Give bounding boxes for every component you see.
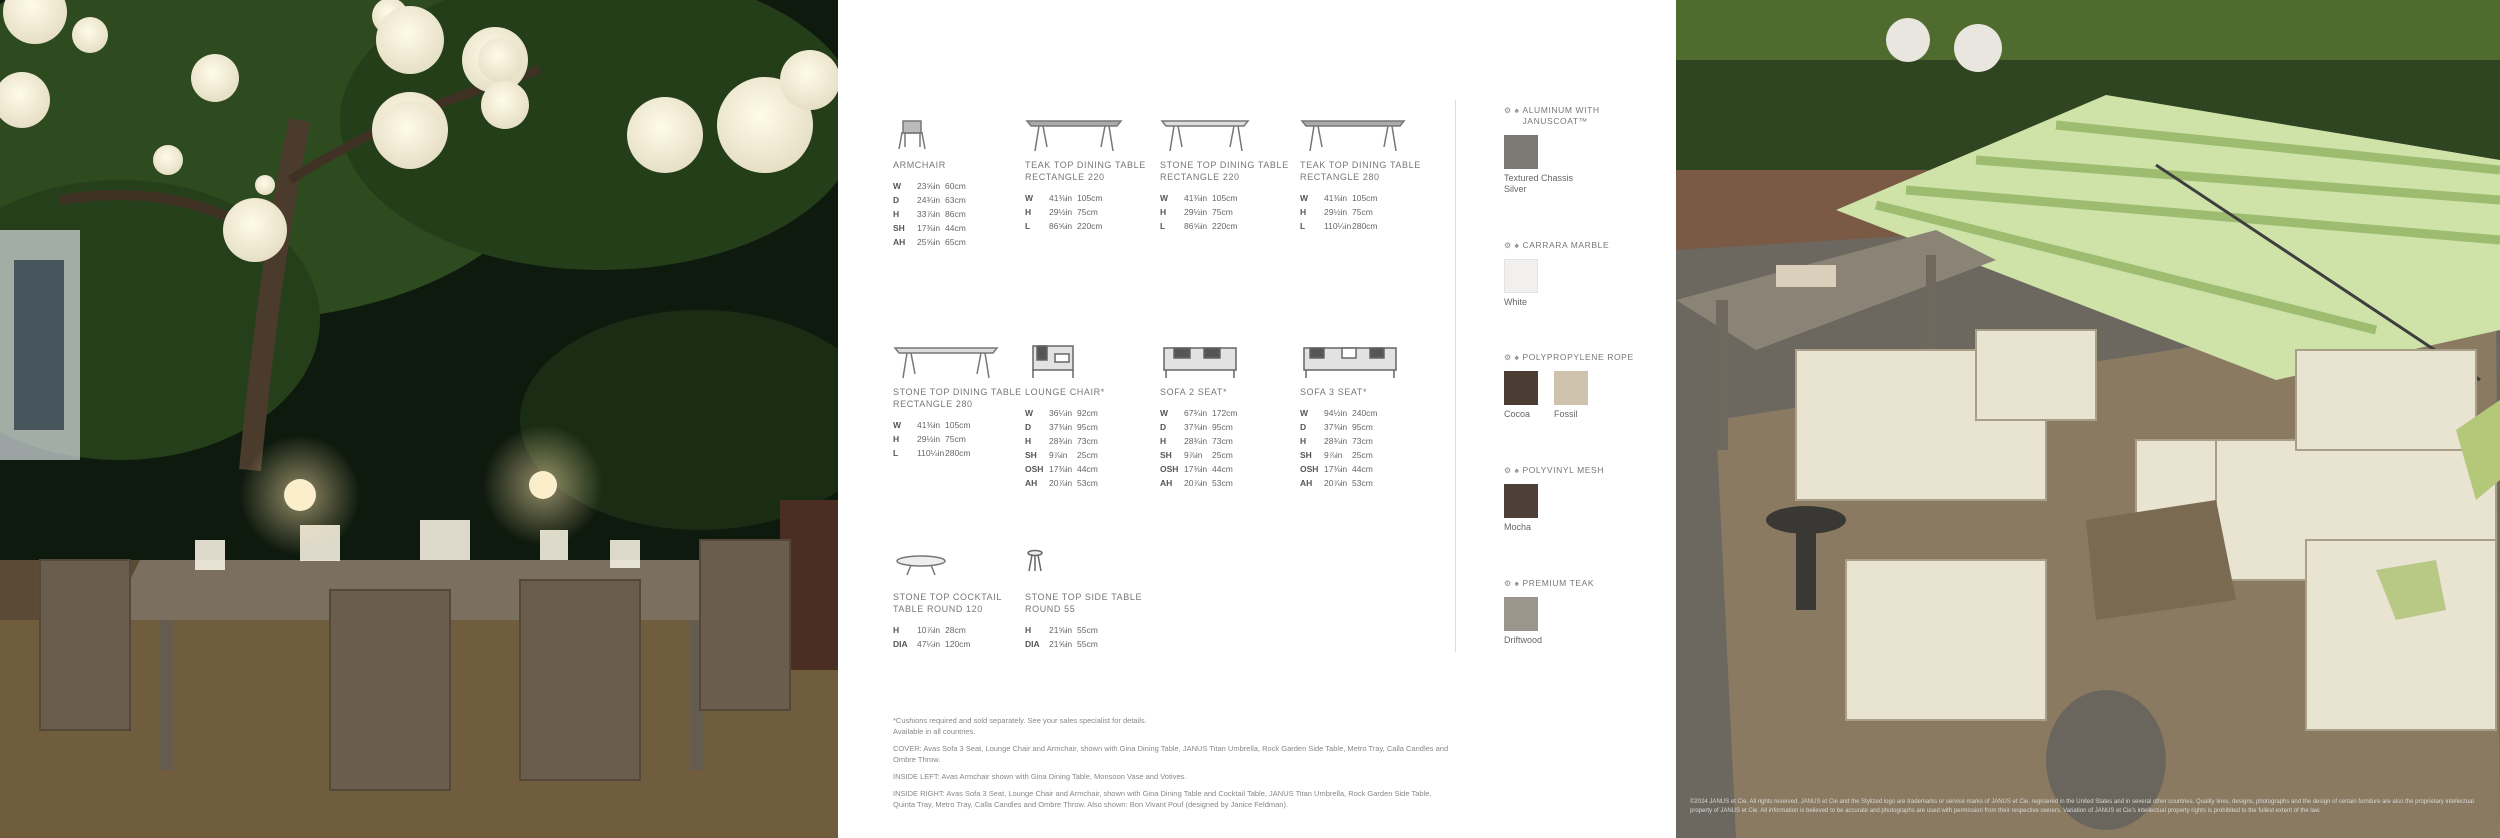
dimensions-list	[1025, 406, 1165, 490]
dimension-row	[1300, 434, 1440, 448]
dimension-cm: 73cm	[1212, 436, 1233, 446]
care-icon: ⚙ ♠	[1504, 106, 1520, 115]
dimension-row	[1160, 191, 1300, 205]
dimension-cm: 105cm	[945, 420, 971, 430]
care-icon: ⚙ ♠	[1504, 353, 1520, 362]
dimension-key: H	[1300, 207, 1307, 217]
swatch-chip	[1504, 484, 1538, 518]
dimension-row	[1025, 434, 1165, 448]
availability-note: Available in all countries.	[893, 727, 976, 736]
dimension-inches: 21⅝in	[1049, 639, 1073, 649]
dimension-cm: 44cm	[945, 223, 966, 233]
product-name: TEAK TOP DINING TABLE RECTANGLE 220	[1025, 160, 1146, 182]
material-title	[1504, 352, 1634, 363]
dimension-cm: 95cm	[1212, 422, 1233, 432]
care-icon: ⚙ ♠	[1504, 579, 1520, 588]
product-name: LOUNGE CHAIR*	[1025, 387, 1105, 397]
dining-scene-illustration	[0, 0, 838, 838]
dimension-key: W	[1160, 408, 1169, 418]
swatch-list	[1504, 484, 1604, 533]
dimension-row	[1025, 205, 1165, 219]
product-name: ARMCHAIR	[893, 160, 946, 170]
dimension-row	[1300, 191, 1440, 205]
material-title-text: CARRARA MARBLE	[1522, 240, 1610, 250]
product-name: STONE TOP SIDE TABLE ROUND 55	[1025, 592, 1143, 614]
dimension-key: AH	[1300, 478, 1313, 488]
dimension-cm: 63cm	[945, 195, 966, 205]
dimension-cm: 280cm	[1352, 221, 1378, 231]
swatch	[1504, 259, 1538, 308]
dimension-key: W	[1025, 408, 1034, 418]
dimension-inches: 37⅜in	[1049, 422, 1073, 432]
dimension-cm: 53cm	[1212, 478, 1233, 488]
dimension-inches: 17⅜in	[917, 223, 941, 233]
dimension-key: W	[1300, 193, 1309, 203]
dimension-row	[893, 637, 1033, 651]
dimension-row	[893, 193, 1033, 207]
product-name: STONE TOP COCKTAIL TABLE ROUND 120	[893, 592, 1002, 614]
dimension-cm: 25cm	[1212, 450, 1233, 460]
dimension-row	[1160, 219, 1300, 233]
swatch-list	[1504, 371, 1634, 420]
dimension-row	[1025, 219, 1165, 233]
dimension-key: D	[893, 195, 900, 205]
dimension-inches: 37⅜in	[1184, 422, 1208, 432]
dimension-cm: 220cm	[1077, 221, 1103, 231]
material-carrara-marble	[1504, 240, 1609, 308]
dimension-cm: 60cm	[945, 181, 966, 191]
dimension-row	[1025, 191, 1165, 205]
dimensions-list	[1300, 406, 1440, 490]
dimension-key: D	[1025, 422, 1032, 432]
dimension-inches: 29½in	[1049, 207, 1073, 217]
dimension-cm: 120cm	[945, 639, 971, 649]
dimension-inches: 20⅞in	[1049, 478, 1073, 488]
dimension-row	[893, 207, 1033, 221]
dimension-row	[893, 221, 1033, 235]
dimension-cm: 44cm	[1352, 464, 1373, 474]
dimension-row	[1300, 406, 1440, 420]
dimensions-list	[1300, 191, 1440, 233]
dimension-cm: 172cm	[1212, 408, 1238, 418]
material-title	[1504, 240, 1609, 251]
dimension-cm: 55cm	[1077, 625, 1098, 635]
dimension-inches: 41⅜in	[1324, 193, 1348, 203]
dimension-key: L	[1160, 221, 1166, 231]
dimension-inches: 28¾in	[1049, 436, 1073, 446]
care-icon: ⚙ ♠	[1504, 241, 1520, 250]
dimension-key: D	[1160, 422, 1167, 432]
swatch	[1504, 135, 1574, 195]
dimension-row	[1025, 448, 1165, 462]
swatch-list	[1504, 597, 1594, 646]
swatch	[1504, 597, 1542, 646]
dimension-cm: 105cm	[1077, 193, 1103, 203]
dimension-key: SH	[1300, 450, 1312, 460]
right-photo-lounge-scene	[1676, 0, 2500, 838]
dimension-key: OSH	[1025, 464, 1044, 474]
dimension-inches: 20⅞in	[1324, 478, 1348, 488]
swatch-label: Textured Chassis Silver	[1504, 173, 1574, 194]
sofa-2-seat-thumbnail	[1160, 340, 1300, 380]
dimension-key: H	[1025, 207, 1032, 217]
product-stone-top-cocktail-table-round-120	[893, 545, 1033, 651]
swatch	[1554, 371, 1588, 420]
dimension-key: W	[1025, 193, 1034, 203]
material-title-text: ALUMINUM WITH JANUSCOAT™	[1522, 105, 1600, 126]
dimension-key: H	[893, 625, 900, 635]
dimension-cm: 44cm	[1212, 464, 1233, 474]
dimension-cm: 105cm	[1352, 193, 1378, 203]
lounge-scene-illustration	[1676, 0, 2500, 838]
dimension-inches: 41⅜in	[1049, 193, 1073, 203]
dimension-row	[1160, 434, 1300, 448]
dimension-row	[893, 179, 1033, 193]
material-title-text: PREMIUM TEAK	[1522, 578, 1595, 588]
material-title	[1504, 105, 1612, 127]
dimension-row	[893, 446, 1033, 460]
dimension-key: H	[893, 209, 900, 219]
dimension-cm: 75cm	[1352, 207, 1373, 217]
dimension-row	[1025, 462, 1165, 476]
product-name: STONE TOP DINING TABLE RECTANGLE 220	[1160, 160, 1289, 182]
dimension-inches: 29½in	[917, 434, 941, 444]
dimension-inches: 41⅜in	[1184, 193, 1208, 203]
material-title	[1504, 465, 1604, 476]
stone-table-220-thumbnail	[1160, 113, 1300, 153]
dimension-inches: 29½in	[1184, 207, 1208, 217]
dimension-cm: 25cm	[1352, 450, 1373, 460]
dimension-cm: 105cm	[1212, 193, 1238, 203]
dimension-row	[893, 418, 1033, 432]
dimension-key: D	[1300, 422, 1307, 432]
dimension-key: W	[1300, 408, 1309, 418]
dimension-key: DIA	[1025, 639, 1040, 649]
material-title-text: POLYPROPYLENE ROPE	[1522, 352, 1634, 362]
dimension-inches: 23⅝in	[917, 181, 941, 191]
swatch-label: White	[1504, 297, 1528, 307]
swatch-list	[1504, 259, 1609, 308]
dimension-inches: 9⅞in	[1049, 450, 1068, 460]
legal-copyright: ©2024 JANUS et Cie. All rights reserved. JANUS et Cie and the Stylized logo are trademarks or service marks of JANUS et Cie, registered in the United States and in several other countries. Quality lines, designs, photographs and the design of certain furniture are also the proprietary intellectual property of JANUS et Cie. All information is believed to be accurate and photographs are used with permission from their respective owners. Variation of JANUS et Cie's intellectual property rights is prohibited to the fullest extent of the law.	[1690, 799, 2474, 814]
swatch-chip	[1504, 597, 1538, 631]
dimension-cm: 75cm	[1212, 207, 1233, 217]
dimensions-list	[1160, 191, 1300, 233]
dimension-inches: 37⅜in	[1324, 422, 1348, 432]
dimensions-list	[1025, 191, 1165, 233]
dimension-inches: 67¾in	[1184, 408, 1208, 418]
dimension-cm: 25cm	[1077, 450, 1098, 460]
dimension-key: L	[1300, 221, 1306, 231]
dimension-cm: 240cm	[1352, 408, 1378, 418]
dimensions-list	[893, 623, 1033, 651]
dimension-row	[1160, 462, 1300, 476]
dimension-inches: 20⅞in	[1184, 478, 1208, 488]
dimension-row	[1300, 420, 1440, 434]
sofa-3-seat-thumbnail	[1300, 340, 1440, 380]
dimension-key: OSH	[1300, 464, 1319, 474]
dimension-cm: 65cm	[945, 237, 966, 247]
dimension-key: SH	[1160, 450, 1172, 460]
cushion-note: *Cushions required and sold separately. See your sales specialist for details.	[893, 716, 1147, 725]
dimension-row	[893, 235, 1033, 249]
dimension-inches: 9⅞in	[1324, 450, 1343, 460]
product-teak-top-dining-table-280	[1300, 113, 1440, 233]
dimension-cm: 220cm	[1212, 221, 1238, 231]
dimension-key: L	[893, 448, 899, 458]
dimension-key: DIA	[893, 639, 908, 649]
dimension-inches: 94½in	[1324, 408, 1348, 418]
dimension-row	[1300, 205, 1440, 219]
dimension-row	[1025, 476, 1165, 490]
dimension-key: SH	[893, 223, 905, 233]
dimension-row	[1160, 448, 1300, 462]
dimension-row	[1300, 448, 1440, 462]
dimension-key: L	[1025, 221, 1031, 231]
dimension-cm: 92cm	[1077, 408, 1098, 418]
dimension-cm: 28cm	[945, 625, 966, 635]
dimension-cm: 75cm	[1077, 207, 1098, 217]
dimension-key: W	[893, 181, 902, 191]
product-name: SOFA 2 SEAT*	[1160, 387, 1228, 397]
cover-credit: COVER: Avas Sofa 3 Seat, Lounge Chair and Armchair, shown with Gina Dining Table, JANUS Titan Umbrella, Rock Garden Side Table, Metro Tray, Calla Candles and Ombre Throw.	[893, 744, 1449, 764]
dimension-key: W	[1160, 193, 1169, 203]
dimensions-list	[893, 179, 1033, 249]
dimension-key: H	[1025, 436, 1032, 446]
swatch	[1504, 371, 1538, 420]
material-premium-teak	[1504, 578, 1594, 646]
dimension-inches: 25⅝in	[917, 237, 941, 247]
dimension-inches: 33⅞in	[917, 209, 941, 219]
dimension-key: AH	[1160, 478, 1173, 488]
left-photo-dining-scene	[0, 0, 838, 838]
dimensions-list	[1160, 406, 1300, 490]
swatch	[1504, 484, 1538, 533]
dimension-inches: 110¼in	[1324, 221, 1352, 231]
swatch-chip	[1504, 135, 1538, 169]
swatch-chip	[1504, 371, 1538, 405]
dimension-inches: 17⅜in	[1049, 464, 1073, 474]
swatch-chip	[1504, 259, 1538, 293]
dimension-cm: 55cm	[1077, 639, 1098, 649]
material-polyvinyl-mesh	[1504, 465, 1604, 533]
product-armchair	[893, 113, 1033, 249]
dimension-row	[893, 623, 1033, 637]
product-name: SOFA 3 SEAT*	[1300, 387, 1368, 397]
product-lounge-chair	[1025, 340, 1165, 490]
care-icon: ⚙ ♠	[1504, 466, 1520, 475]
material-title	[1504, 578, 1594, 589]
dimension-row	[1025, 406, 1165, 420]
dimension-inches: 9⅞in	[1184, 450, 1203, 460]
swatch-label: Mocha	[1504, 522, 1532, 532]
swatch-list	[1504, 135, 1612, 195]
stone-table-280-thumbnail	[893, 340, 1033, 380]
dimensions-list	[1025, 623, 1165, 651]
dimension-cm: 53cm	[1077, 478, 1098, 488]
swatch-label: Driftwood	[1504, 635, 1543, 645]
dimension-key: H	[1160, 207, 1167, 217]
material-title-text: POLYVINYL MESH	[1522, 465, 1605, 475]
dimension-cm: 73cm	[1077, 436, 1098, 446]
dimension-inches: 21⅝in	[1049, 625, 1073, 635]
dimension-inches: 110¼in	[917, 448, 945, 458]
dimension-key: AH	[1025, 478, 1038, 488]
dimension-row	[1300, 476, 1440, 490]
dimension-key: SH	[1025, 450, 1037, 460]
dimension-inches: 86⅝in	[1184, 221, 1208, 231]
product-name: STONE TOP DINING TABLE RECTANGLE 280	[893, 387, 1022, 409]
product-stone-top-dining-table-280	[893, 340, 1033, 460]
dimension-inches: 41⅜in	[917, 420, 941, 430]
dimension-row	[1025, 623, 1165, 637]
teak-table-280-thumbnail	[1300, 113, 1440, 153]
inside-left-credit: INSIDE LEFT: Avas Armchair shown with Gina Dining Table, Monsoon Vase and Votives.	[893, 772, 1187, 781]
dimension-row	[1160, 406, 1300, 420]
product-teak-top-dining-table-220	[1025, 113, 1165, 233]
swatch-chip	[1554, 371, 1588, 405]
dimension-inches: 47¼in	[917, 639, 941, 649]
dimension-inches: 17⅜in	[1324, 464, 1348, 474]
armchair-thumbnail	[893, 113, 1033, 153]
dimension-key: OSH	[1160, 464, 1179, 474]
dimension-row	[1160, 476, 1300, 490]
cocktail-table-thumbnail	[893, 545, 1033, 585]
dimension-row	[1025, 420, 1165, 434]
product-sofa-3-seat	[1300, 340, 1440, 490]
dimension-inches: 36¼in	[1049, 408, 1073, 418]
dimension-key: H	[1300, 436, 1307, 446]
material-polypropylene-rope	[1504, 352, 1634, 420]
dimension-row	[893, 432, 1033, 446]
dimension-row	[1160, 205, 1300, 219]
swatch-label: Fossil	[1554, 409, 1578, 419]
lounge-chair-thumbnail	[1025, 340, 1165, 380]
product-stone-top-dining-table-220	[1160, 113, 1300, 233]
dimension-cm: 95cm	[1352, 422, 1373, 432]
dimension-row	[1025, 637, 1165, 651]
material-aluminum	[1504, 105, 1612, 195]
swatch-label: Cocoa	[1504, 409, 1531, 419]
dimension-cm: 75cm	[945, 434, 966, 444]
dimension-cm: 53cm	[1352, 478, 1373, 488]
dimension-inches: 28¾in	[1324, 436, 1348, 446]
dimension-cm: 280cm	[945, 448, 971, 458]
inside-right-credit: INSIDE RIGHT: Avas Sofa 3 Seat, Lounge Chair and Armchair, shown with Gina Dining Table and Cocktail Table, JANUS Titan Umbrella, Rock Garden Side Table, Quinta Tray, Metro Tray, Calla Candles and Ombre Throw. Also shown: Bon Vivant Pouf (designed by Janice Feldman).	[893, 789, 1432, 809]
dimension-key: W	[893, 420, 902, 430]
footnotes	[893, 715, 1453, 816]
side-table-thumbnail	[1025, 545, 1165, 585]
dimension-row	[1160, 420, 1300, 434]
dimension-cm: 44cm	[1077, 464, 1098, 474]
dimension-cm: 73cm	[1352, 436, 1373, 446]
dimension-inches: 24¾in	[917, 195, 941, 205]
product-sofa-2-seat	[1160, 340, 1300, 490]
dimension-cm: 95cm	[1077, 422, 1098, 432]
dimension-key: H	[1160, 436, 1167, 446]
dimension-key: AH	[893, 237, 906, 247]
dimension-row	[1300, 462, 1440, 476]
dimension-inches: 28¾in	[1184, 436, 1208, 446]
dimension-row	[1300, 219, 1440, 233]
dimension-inches: 86⅝in	[1049, 221, 1073, 231]
dimension-inches: 29½in	[1324, 207, 1348, 217]
dimension-inches: 17⅜in	[1184, 464, 1208, 474]
product-stone-top-side-table-round-55	[1025, 545, 1165, 651]
dimension-key: H	[893, 434, 900, 444]
dimension-key: H	[1025, 625, 1032, 635]
dimension-cm: 86cm	[945, 209, 966, 219]
teak-table-220-thumbnail	[1025, 113, 1165, 153]
dimension-inches: 10⅞in	[917, 625, 941, 635]
product-name: TEAK TOP DINING TABLE RECTANGLE 280	[1300, 160, 1421, 182]
dimensions-list	[893, 418, 1033, 460]
column-divider	[1455, 100, 1456, 652]
